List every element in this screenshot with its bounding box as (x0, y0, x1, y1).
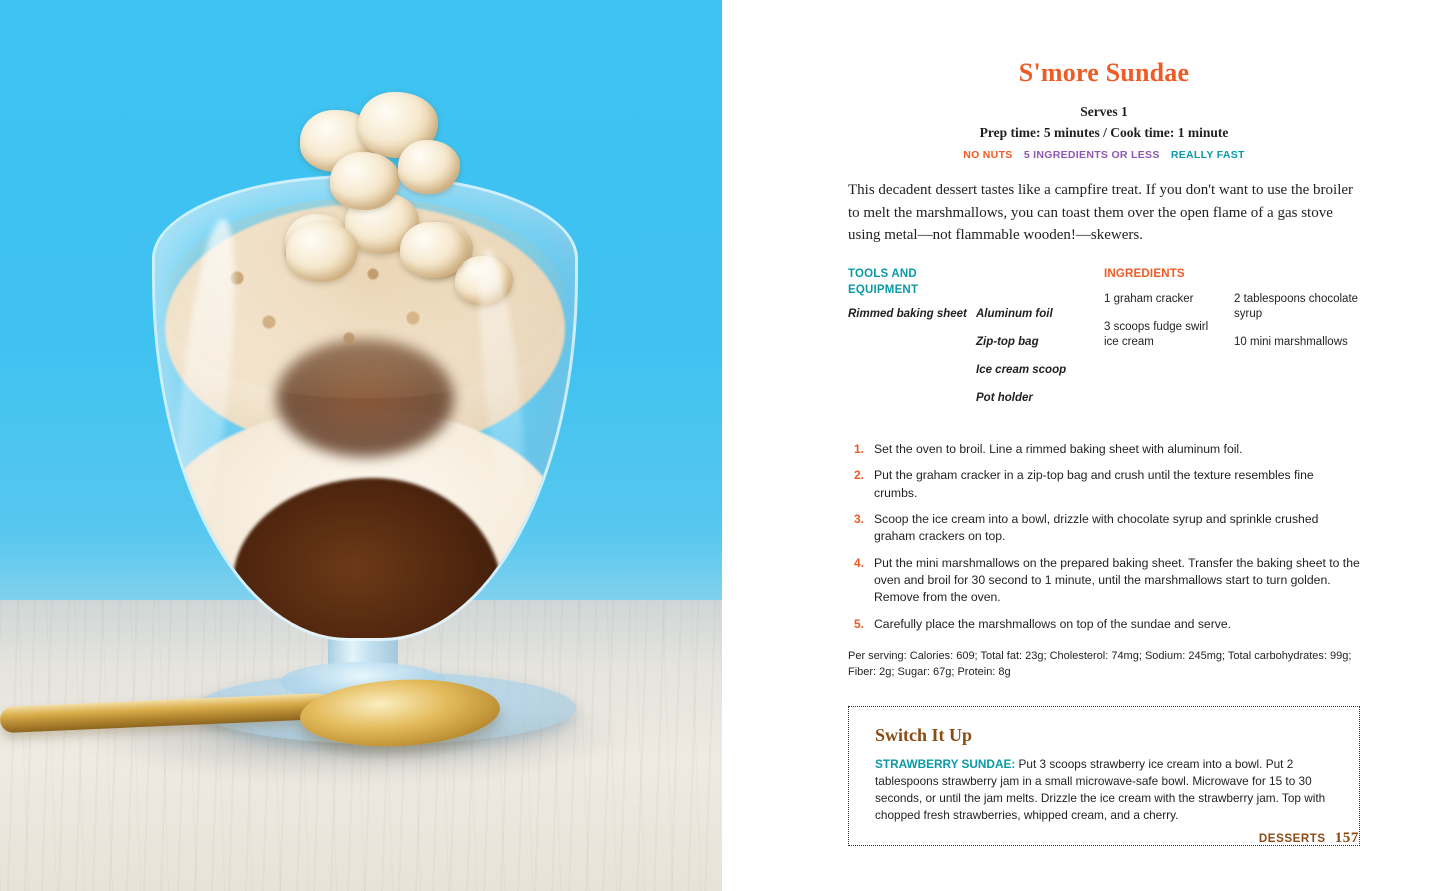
recipe-steps (848, 441, 1360, 633)
ingredient-item: 10 mini marshmallows (1234, 335, 1348, 348)
step-item (848, 511, 1360, 546)
step-item (848, 555, 1360, 607)
tools-column-2 (976, 267, 1104, 419)
recipe-intro: This decadent dessert tastes like a campfire treat. If you don't want to use the broiler to melt the marshmallows, you can toast them over the open flame of a gas stove using metal—not flammable wooden!—skewers. (848, 181, 1354, 244)
tag-really-fast: REALLY FAST (1170, 148, 1245, 161)
step-text: Set the oven to broil. Line a rimmed baking sheet with aluminum foil. (874, 442, 1243, 457)
step-text: Put the mini marshmallows on the prepared baking sheet. Transfer the baking sheet to the oven and broil for 30 second to 1 minute, until the marshmallows start to turn golden. Remove from the oven. (874, 555, 1360, 605)
marshmallow-mid (400, 222, 468, 278)
recipe-text-page (722, 0, 1445, 891)
marshmallow-mid (286, 222, 358, 282)
step-number: 2. (853, 468, 864, 483)
step-number: 5. (853, 616, 864, 631)
nutrition-info: Per serving: Calories: 609; Total fat: 23g; Cholesterol: 74mg; Sodium: 245mg; Total carbohydrates: 99g; Fiber: 2g; Sugar: 67g; Protein: 8g (848, 649, 1352, 678)
step-number: 4. (853, 555, 864, 570)
step-text: Carefully place the marshmallows on top of the sundae and serve. (874, 616, 1232, 631)
page-footer (1259, 830, 1359, 847)
step-item (848, 467, 1360, 502)
tool-item: Zip-top bag (976, 336, 1039, 349)
sundae-glass (152, 175, 578, 641)
switch-it-up-title: Switch It Up (875, 725, 973, 746)
step-text: Scoop the ice cream into a bowl, drizzle with chocolate syrup and sprinkle crushed graham crackers on top. (874, 512, 1319, 544)
tool-item: Aluminum foil (976, 308, 1053, 321)
recipe-photo (0, 0, 722, 891)
tools-heading: TOOLS AND EQUIPMENT (848, 268, 919, 296)
tool-item: Pot holder (976, 392, 1033, 405)
ingredient-item: 2 tablespoons chocolate syrup (1234, 292, 1359, 320)
marshmallow-top (330, 152, 400, 210)
recipe-content (848, 58, 1360, 846)
time-line: Prep time: 5 minutes / Cook time: 1 minute (979, 124, 1229, 140)
serves-line: Serves 1 (1080, 104, 1128, 119)
page-title: S'more Sundae (1018, 58, 1190, 87)
tool-item: Rimmed baking sheet (848, 308, 967, 321)
ingredient-item: 1 graham cracker (1104, 292, 1194, 305)
variation-label: STRAWBERRY SUNDAE: (875, 757, 1016, 772)
ingredients-column-1 (1104, 267, 1234, 419)
tools-and-ingredients (848, 267, 1360, 419)
variation-text: Put 3 scoops strawberry ice cream into a bowl. Put 2 tablespoons strawberry jam in a small microwave-safe bowl. Microwave for 15 to 30 seconds, or until the jam melts. Drizzle the ice cream with the strawberry jam. Top with chopped fresh strawberries, whipped cream, and a cherry. (875, 757, 1326, 823)
step-text: Put the graham cracker in a zip-top bag and crush until the texture resembles fine crumbs. (874, 468, 1314, 500)
step-number: 1. (853, 442, 864, 457)
step-number: 3. (853, 512, 864, 526)
ingredient-item: 3 scoops fudge swirl ice cream (1104, 320, 1209, 348)
switch-it-up-body (875, 756, 1337, 824)
ingredients-column-2 (1234, 267, 1360, 419)
tag-5-ingredients-or-less: 5 INGREDIENTS OR LESS (1023, 148, 1160, 161)
page-number: 157 (1334, 830, 1359, 846)
recipe-tags (848, 149, 1360, 161)
ingredients-heading: INGREDIENTS (1104, 268, 1185, 281)
marshmallow-top (398, 140, 460, 194)
step-item (848, 441, 1360, 458)
tool-item: Ice cream scoop (976, 364, 1067, 377)
step-item (848, 616, 1360, 633)
tools-column-1 (848, 267, 976, 419)
tag-no-nuts: NO NUTS (963, 148, 1013, 161)
footer-section: DESSERTS (1258, 833, 1326, 845)
switch-it-up-box (848, 706, 1360, 845)
